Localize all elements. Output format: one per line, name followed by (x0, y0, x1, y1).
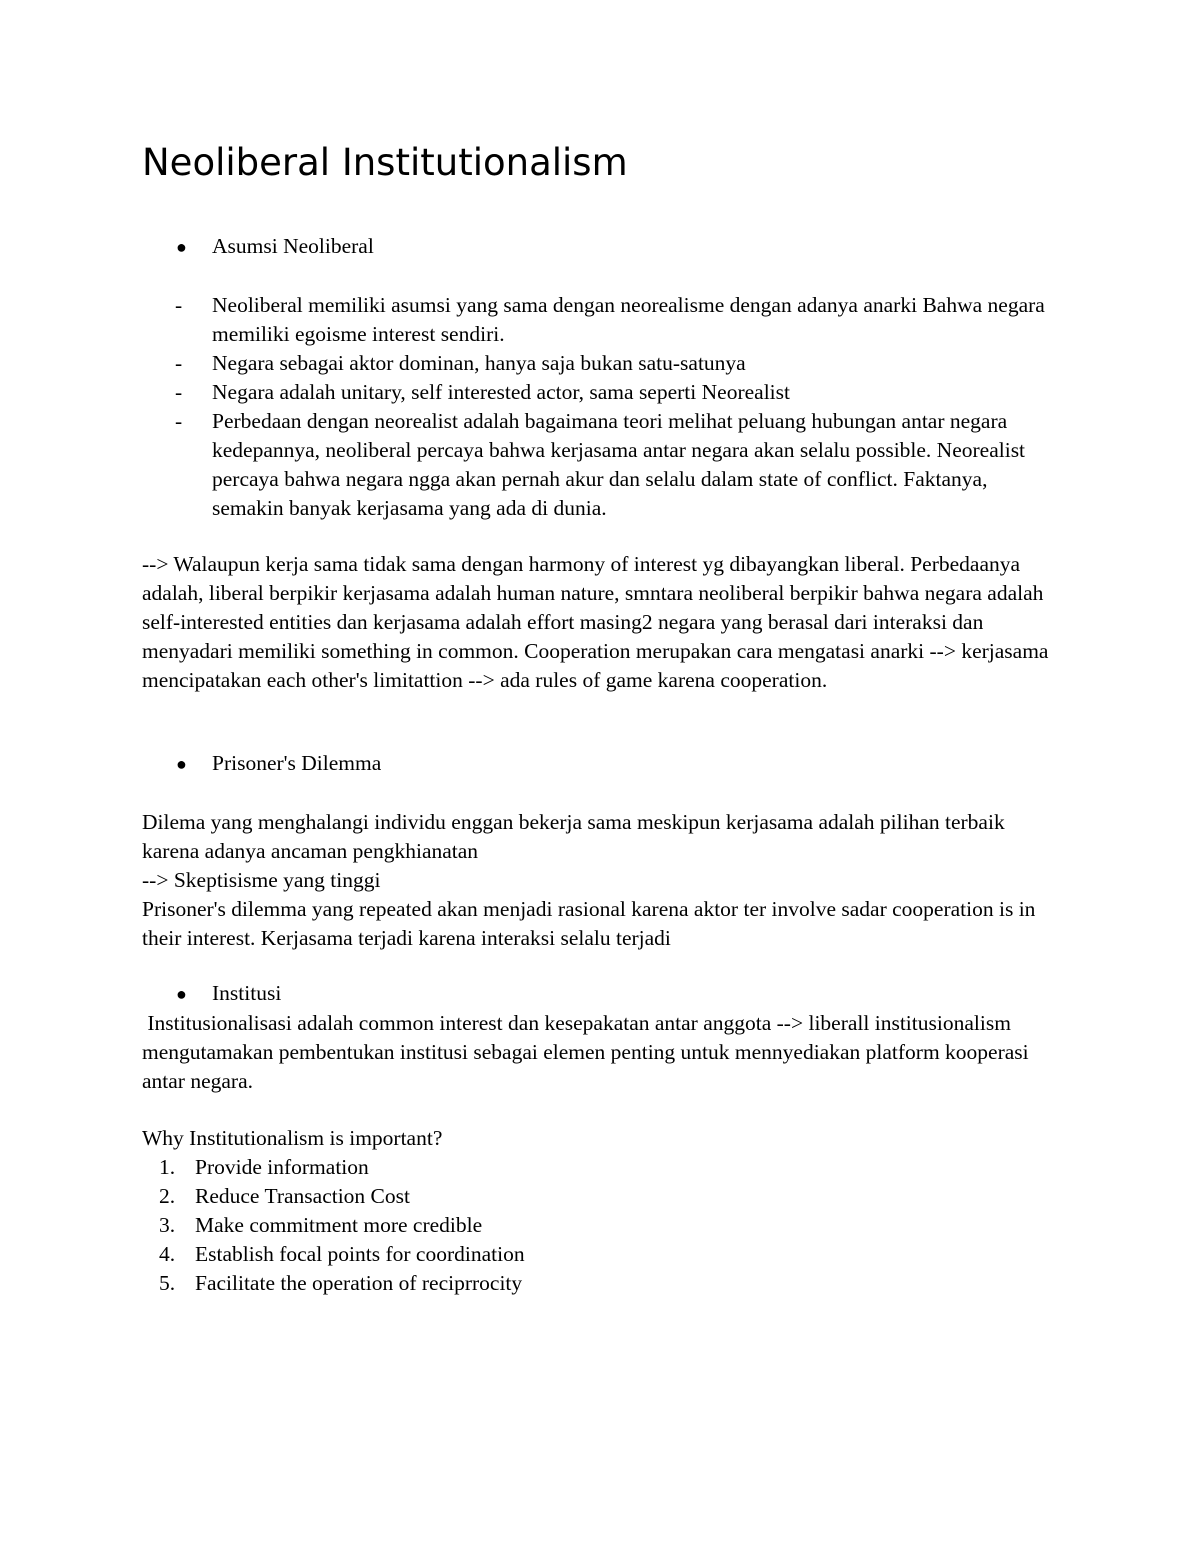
assumption-list (142, 291, 1052, 523)
section-heading-label: Asumsi Neoliberal (212, 234, 374, 258)
list-number: 1. (159, 1155, 176, 1179)
dilemma-definition: Dilema yang menghalangi individu enggan bekerja sama meskipun kerjasama adalah pilihan terbaik karena adanya ancaman pengkhianatan (142, 810, 1005, 863)
list-item (142, 1269, 1042, 1298)
list-item-text: Make commitment more credible (195, 1213, 483, 1237)
bullet-icon: ● (176, 984, 187, 1004)
list-item (142, 1153, 1042, 1182)
skepticism-line: --> Skeptisisme yang tinggi (142, 868, 381, 892)
list-item-text: Reduce Transaction Cost (195, 1184, 410, 1208)
section-heading-label: Prisoner's Dilemma (212, 751, 382, 775)
dash-icon: - (175, 380, 183, 404)
list-number: 4. (159, 1242, 176, 1266)
list-item (142, 407, 1052, 523)
list-item-text: Establish focal points for coordination (195, 1242, 525, 1266)
bullet-icon: ● (176, 237, 187, 257)
list-item (142, 349, 1052, 378)
section-heading-prisoners-dilemma (142, 749, 1062, 779)
repeated-dilemma-paragraph: Prisoner's dilemma yang repeated akan menjadi rasional karena aktor ter involve sadar cooperation is in their interest. Kerjasama terjadi karena interaksi selalu terjadi (142, 897, 1036, 950)
list-item (142, 378, 1052, 407)
dash-icon: - (175, 293, 183, 317)
list-item (142, 1182, 1042, 1211)
section-heading-institusi (142, 979, 1062, 1009)
cooperation-paragraph: --> Walaupun kerja sama tidak sama dengan harmony of interest yg dibayangkan liberal. Perbedaanya adalah, liberal berpikir kerjasama adalah human nature, smntara neoliberal berpikir bahwa negara adalah self-interested entities dan kerjasama adalah effort masing2 negara yang berasal dari interaksi dan menyadari memiliki something in common. Cooperation merupakan cara mengatasi anarki --> kerjasama mencipatakan each other's limitattion --> ada rules of game karena cooperation. (142, 552, 1049, 692)
list-item-text: Neoliberal memiliki asumsi yang sama dengan neorealisme dengan adanya anarki Bahwa negara memiliki egoisme interest sendiri. (212, 293, 1045, 346)
list-item (142, 1211, 1042, 1240)
dash-icon: - (175, 351, 183, 375)
list-item-text: Negara adalah unitary, self interested actor, sama seperti Neorealist (212, 380, 790, 404)
list-item-text: Facilitate the operation of reciprrocity (195, 1271, 523, 1295)
importance-question: Why Institutionalism is important? (142, 1126, 443, 1150)
list-item (142, 291, 1052, 349)
section-heading-label: Institusi (212, 981, 282, 1005)
list-number: 2. (159, 1184, 176, 1208)
dash-icon: - (175, 409, 183, 433)
list-item-text: Perbedaan dengan neorealist adalah bagaimana teori melihat peluang hubungan antar negara kedepannya, neoliberal percaya bahwa kerjasama antar negara akan selalu possible. Neorealist percaya bahwa negara ngga akan pernah akur dan selalu dalam state of conflict. Faktanya, semakin banyak kerjasama yang ada di dunia. (212, 409, 1026, 520)
list-item-text: Provide information (195, 1155, 369, 1179)
list-item-text: Negara sebagai aktor dominan, hanya saja bukan satu-satunya (212, 351, 746, 375)
importance-list (142, 1153, 1042, 1298)
list-number: 3. (159, 1213, 176, 1237)
section-heading-asumsi (142, 232, 1062, 262)
list-item (142, 1240, 1042, 1269)
list-number: 5. (159, 1271, 176, 1295)
page-title: Neoliberal Institutionalism (142, 141, 628, 184)
institusi-paragraph: Institusionalisasi adalah common interest dan kesepakatan antar anggota --> liberall institusionalism mengutamakan pembentukan institusi sebagai elemen penting untuk mennyediakan platform kooperasi antar negara. (142, 1011, 1035, 1093)
bullet-icon: ● (176, 754, 187, 774)
